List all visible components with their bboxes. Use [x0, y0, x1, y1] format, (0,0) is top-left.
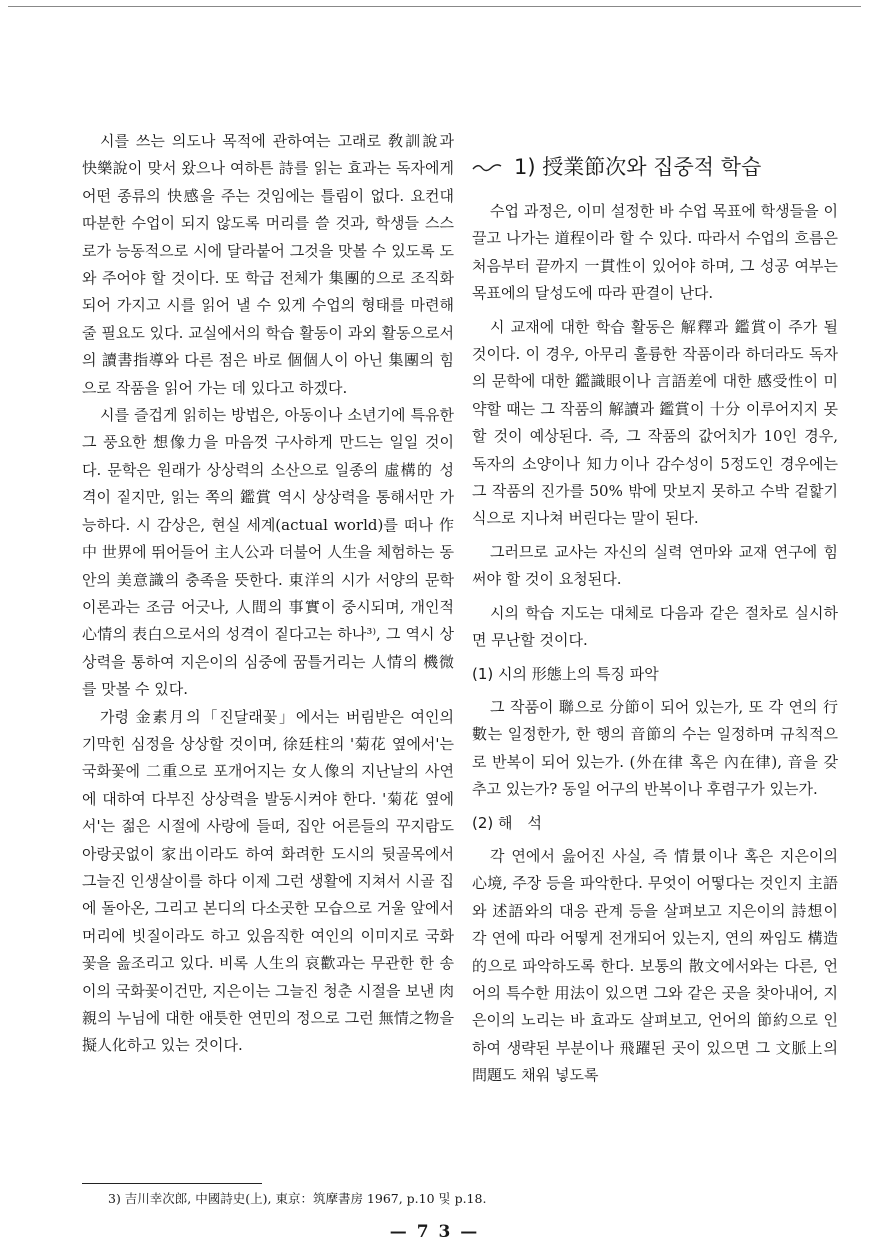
left-column [82, 128, 454, 1060]
subsection-1-title: (1) 시의 形態上의 특징 파악 [472, 664, 659, 683]
right-paragraph-2: 시 교재에 대한 학습 활동은 解釋과 鑑賞이 주가 될 것이다. 이 경우, 아무리 훌륭한 작품이라 하더라도 독자의 문학에 대한 鑑識眼이나 言語差에 대한 感受性이 미약할 때는 그 작품의 解讀과 鑑賞이 十分 이루어지지 못할 것이 예상된다. 즉, 그 작품의 값어치가 10인 경우, 독자의 소양이나 知力이나 감수성이 5정도인 경우에는 그 작품의 진가를 50% 밖에 맛보지 못하고 수박 겉핥기 식으로 지나쳐 버린다는 말이 된다. [472, 317, 838, 528]
top-rule [8, 6, 861, 7]
right-paragraph-4: 시의 학습 지도는 대체로 다음과 같은 절차로 실시하면 무난할 것이다. [472, 603, 838, 650]
right-paragraph-1: 수업 과정은, 이미 설정한 바 수업 목표에 학생들을 이끌고 나가는 道程이라 할 수 있다. 따라서 수업의 흐름은 처음부터 끝까지 一貫性이 있어야 하며, 그 성공 여부는 목표에의 달성도에 따라 판결이 난다. [472, 202, 838, 303]
section-title [472, 150, 838, 184]
section-title-text: 1) 授業節次와 집중적 학습 [514, 155, 762, 179]
left-paragraph-2: 시를 즐겁게 읽히는 방법은, 아동이나 소년기에 특유한 그 풍요한 想像力을 마음껏 구사하게 만드는 일일 것이다. 문학은 원래가 상상력의 소산으로 일종의 虛構的 성격이 짙지만, 읽는 쪽의 鑑賞 역시 상상력을 통해서만 가능하다. 시 감상은, 현실 세계(actual world)를 떠나 作中 世界에 뛰어들어 主人公과 더불어 人生을 체험하는 동안의 美意識의 충족을 뜻한다. 東洋의 시가 서양의 문학 이론과는 조금 어긋나, 人間의 事實이 중시되며, 개인적 心情의 表白으로서의 성격이 짙다고는 하나³⁾, 그 역시 상상력을 통하여 지은이의 심중에 꿈틀거리는 人情의 機微를 맛볼 수 있다. [82, 406, 454, 699]
left-paragraph-3: 가령 金素月의「진달래꽃」에서는 버림받은 여인의 기막힌 심정을 상상할 것이며, 徐廷柱의 '菊花 옆에서'는 국화꽃에 二重으로 포개어지는 女人像의 지난날의 사연에 대하여 다부진 상상력을 발동시켜야 한다. '菊花 옆에서'는 젊은 시절에 사랑에 들떠, 집안 어른들의 꾸지람도 아랑곳없이 家出이라도 하여 화려한 도시의 뒷골목에서 그늘진 인생살이를 하다 이제 그런 생활에 지쳐서 시골 집에 돌아온, 그리고 본디의 다소곳한 모습으로 거울 앞에서 머리에 빗질이라도 하고 있음직한 여인의 이미지로 국화꽃을 읊조리고 있다. 비록 人生의 哀歡과는 무관한 한 송이의 국화꽃이건만, 지은이는 그늘진 청춘 시절을 보낸 肉親의 누님에 대한 애틋한 연민의 정으로 그런 無情之物을 擬人化하고 있는 것이다. [82, 707, 454, 1055]
subsection-1-text: 그 작품이 聯으로 分節이 되어 있는가, 또 각 연의 行數는 일정한가, 한 행의 音節의 수는 일정하며 규칙적으로 반복이 되어 있는가. (外在律 혹은 內在律), 音을 갖추고 있는가? 동일 어구의 반복이나 후렴구가 있는가. [472, 697, 838, 799]
wave-mark-icon [472, 161, 502, 173]
footnote: 3) 吉川幸次郎, 中國詩史(上), 東京：筑摩書房 1967, p.10 및 p.18. [108, 1191, 487, 1206]
subsection-2-text: 각 연에서 읊어진 사실, 즉 情景이나 혹은 지은이의 心境, 주장 등을 파악한다. 무엇이 어떻다는 것인지 主語와 述語와의 대응 관계 등을 살펴보고 지은이의 詩想이 각 연에 따라 어떻게 전개되어 있는지, 연의 짜임도 構造的으로 파악하도록 한다. 보통의 散文에서와는 다른, 언어의 특수한 用法이 있으면 그와 같은 곳을 찾아내어, 지은이의 노리는 바 효과도 살펴보고, 언어의 節約으로 인하여 생략된 부분이나 飛躍된 곳이 있으면 그 文脈上의 問題도 채워 넣도록 [472, 846, 838, 1085]
footnote-rule [82, 1183, 262, 1184]
left-paragraph-1: 시를 쓰는 의도나 목적에 관하여는 고래로 敎訓說과 快樂說이 맞서 왔으나 여하튼 詩를 읽는 효과는 독자에게 어떤 종류의 快感을 주는 것임에는 틀림이 없다. 요컨대 따분한 수업이 되지 않도록 머리를 쓸 것과, 학생들 스스로가 능동적으로 시에 달라붙어 그것을 맛볼 수 있도록 도와 주어야 할 것이다. 또 학급 전체가 集團的으로 조직화되어 가지고 시를 읽어 낼 수 있게 수업의 형태를 마련해 줄 필요도 있다. 교실에서의 학습 활동이 과외 활동으로서의 讀書指導와 다른 점은 바로 個個人이 아닌 集團의 힘으로 작품을 읽어 가는 데 있다고 하겠다. [82, 132, 454, 397]
right-paragraph-3: 그러므로 교사는 자신의 실력 연마와 교재 연구에 힘써야 할 것이 요청된다. [472, 542, 838, 589]
subsection-2-title: (2) 해 석 [472, 813, 542, 832]
right-column [472, 150, 838, 1096]
page-number: — 7 3 — [389, 1222, 480, 1242]
